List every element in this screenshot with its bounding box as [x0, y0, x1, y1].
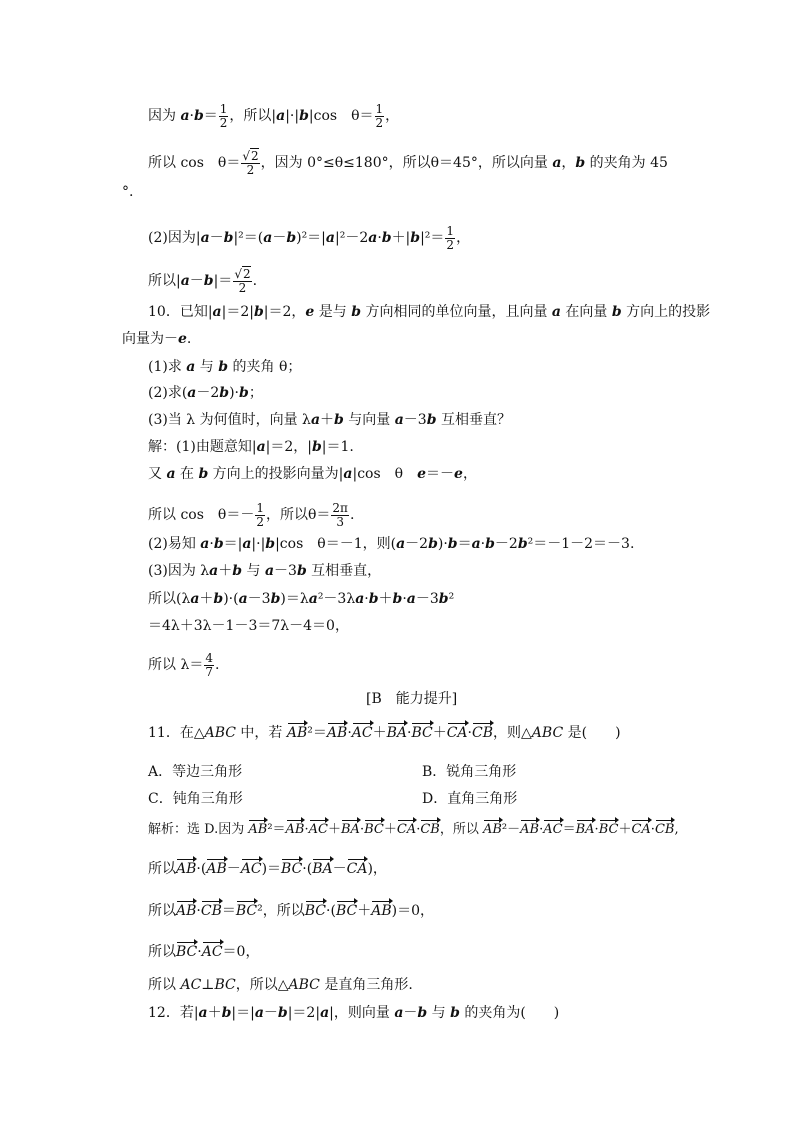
solution-10-line-4: (2)易知 a·b＝|a|·|b|cos θ＝－1，则(a－2b)·b＝a·b－2b²＝－1－2＝－3.	[148, 536, 635, 552]
solution-line-3: (2)因为|a－b|²＝(a－b)²＝|a|²－2a·b＋|b|²＝ $\frac{1}{2}$ ，	[148, 224, 471, 252]
solution-10-line-7: ＝4λ＋3λ－1－3＝7λ－4＝0，	[148, 618, 349, 634]
option-a: A．等边三角形	[148, 764, 243, 780]
solution-line-2: 所以 cos θ＝ $\frac{√2}{2}$ ，因为 0°≤θ≤180°，所以θ＝45°，所以向量 a，b 的夹角为 45	[148, 149, 668, 177]
question-12: 12．若|a＋b|＝|a－b|＝2|a|，则向量 a－b 与 b 的夹角为( )	[148, 1005, 560, 1021]
solution-10-line-1: 解：(1)由题意知|a|＝2，|b|＝1.	[148, 439, 354, 455]
solution-line-4: 所以|a－b|＝ $\frac{√2}{2}$ .	[148, 267, 258, 295]
solution-10-line-6: 所以(λa＋b)·(a－3b)＝λa²－3λa·b＋b·a－3b²	[148, 591, 455, 607]
solution-11-line-2: 所以AB·(AB－AC)＝BC·(BA－CA)，	[148, 861, 387, 877]
option-d: D．直角三角形	[422, 791, 518, 807]
question-10-part-2: (2)求(a－2b)·b；	[148, 385, 263, 401]
question-10-line-2: 向量为－e.	[122, 331, 192, 347]
fraction-root2-over-2: $\frac{√2}{2}$	[234, 267, 251, 295]
solution-line-2-cont: °.	[122, 184, 134, 200]
question-10-line-1: 10．已知|a|＝2|b|＝2，e 是与 b 方向相同的单位向量，且向量 a 在向量 b 方向上的投影	[148, 304, 711, 320]
question-10-part-1: (1)求 a 与 b 的夹角 θ；	[148, 359, 302, 375]
section-heading: [B 能力提升]	[366, 691, 458, 707]
fraction-2pi-over-3: $\frac{2\pi}{3}$	[332, 501, 348, 529]
solution-11-line-4: 所以BC·AC＝0，	[148, 944, 260, 960]
fraction-one-half: $\frac{1}{2}$	[446, 224, 455, 252]
solution-line-1: 因为 a·b＝ $\frac{1}{2}$ ，所以|a|·|b|cos θ＝ $\frac{1}{2}$ ，	[148, 102, 400, 130]
fraction-one-half: $\frac{1}{2}$	[375, 102, 384, 130]
solution-10-line-5: (3)因为 λa＋b 与 a－3b 互相垂直，	[148, 563, 382, 579]
solution-11-line-1: 解析：选 D.因为 AB²＝AB·AC＋BA·BC＋CA·CB，所以 AB²－AB·AC＝BA·BC＋CA·CB,	[148, 822, 679, 837]
solution-11-line-5: 所以 AC⊥BC，所以△ABC 是直角三角形.	[148, 977, 413, 993]
question-10-part-3: (3)当 λ 为何值时，向量 λa＋b 与向量 a－3b 互相垂直？	[148, 412, 511, 428]
option-b: B．锐角三角形	[422, 764, 517, 780]
solution-10-line-2: 又 a 在 b 方向上的投影向量为|a|cos θ e＝－e，	[148, 466, 477, 482]
fraction-root2-over-2: $\frac{√2}{2}$	[242, 149, 259, 177]
fraction-one-half: $\frac{1}{2}$	[256, 501, 264, 529]
solution-11-line-3: 所以AB·CB＝BC²，所以BC·(BC＋AB)＝0，	[148, 903, 434, 919]
option-c: C．钝角三角形	[148, 791, 243, 807]
fraction-4-over-7: $\frac{4}{7}$	[205, 651, 213, 679]
solution-10-line-8: 所以 λ＝ $\frac{4}{7}$ .	[148, 651, 220, 679]
fraction-one-half: $\frac{1}{2}$	[219, 102, 228, 130]
question-11: 11．在△ABC 中，若 AB²＝AB·AC＋BA·BC＋CA·CB，则△ABC 是( )	[148, 725, 621, 741]
solution-10-line-3: 所以 cos θ＝－ $\frac{1}{2}$ ，所以θ＝ $\frac{2\pi}{3}$ .	[148, 501, 355, 529]
